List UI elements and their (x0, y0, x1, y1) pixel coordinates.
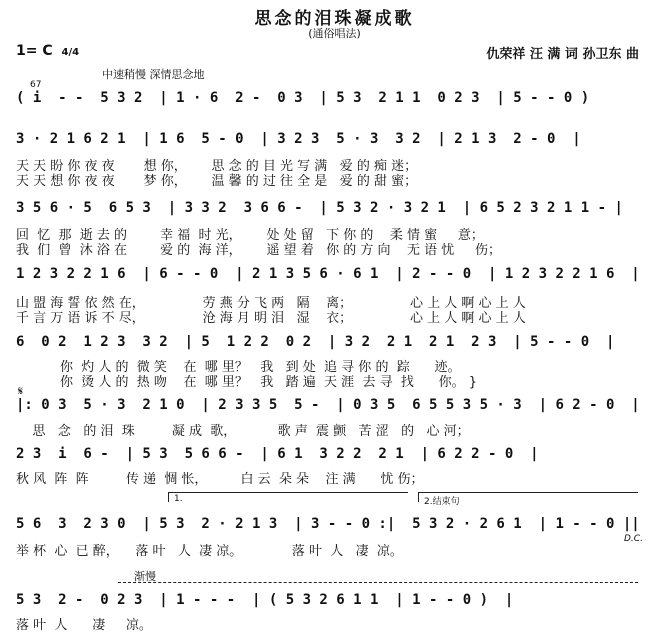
ritardando-marking: 渐慢 (134, 570, 156, 583)
subtitle: (通俗唱法) (308, 27, 361, 40)
score-line-5: 6 0 2 1 2 3 3 2 | 5 1 2 2 0 2 | 3 2 2 1 2 1 2 3 | 5 - - 0 | (16, 334, 615, 350)
grace-notes: 67 (30, 80, 42, 90)
lyric-line-8: 举 杯 心 已 醉， 落 叶 人 凄 凉。 落 叶 人 凄 凉。 (16, 544, 403, 559)
volta-2-label: 2.结束句 (424, 497, 460, 507)
tempo-marking: 中速稍慢 深情思念地 (102, 68, 205, 81)
volta-2-bracket (418, 492, 638, 493)
lyric-line-3b: 我 们 曾 沐 浴 在 爱 的 海 洋， 遥 望 着 你 的 方 向 无 语 忧 伤； (16, 243, 501, 258)
key-signature (16, 43, 79, 59)
page-title: 思念的泪珠凝成歌 (254, 9, 415, 29)
volta-1-edge (168, 492, 169, 502)
score-line-1: ( i - - 5 3 2 | 1 · 6 2 - 0 3 | 5 3 2 1 1 0 2 3 | 5 - - 0 ) (16, 90, 590, 106)
ritardando-line (118, 582, 638, 583)
lyric-line-5b: 你 烫 人 的 热 吻 在 哪 里？ 我 踏 遍 天 涯 去 寻 找 你。 } (60, 375, 478, 390)
score-line-2: 3 · 2 1 6 2 1 | 1 6 5 - 0 | 3 2 3 5 · 3 3 2 | 2 1 3 2 - 0 | (16, 131, 581, 147)
lyric-line-2b: 天 天 想 你 夜 夜 梦 你， 温 馨 的 过 往 全 是 爱 的 甜 蜜； (16, 174, 418, 189)
da-capo-marking: D.C. (624, 534, 643, 544)
time-signature: 4/4 (61, 47, 80, 58)
authors: 仇荣祥 汪 满 词 孙卫东 曲 (486, 47, 639, 62)
segno-icon: 𝄋 (18, 384, 24, 398)
score-line-4: 1 2 3 2 2 1 6 | 6 - - 0 | 2 1 3 5 6 · 6 1 | 2 - - 0 | 1 2 3 2 2 1 6 | (16, 266, 640, 282)
lyric-line-4b: 千 言 万 语 诉 不 尽， 沧 海 月 明 泪 湿 衣； 心 上 人 啊 心 上 人 (16, 311, 526, 326)
score-line-6: |: 0 3 5 · 3 2 1 0 | 2 3 3 5 5 - | 0 3 5 6 5 5 3 5 · 3 | 6 2 - 0 | (16, 397, 640, 413)
score-line-9: 5 3 2 - 0 2 3 | 1 - - - | ( 5 3 2 6 1 1 | 1 - - 0 ) | (16, 592, 514, 608)
score-line-3: 3 5 6 · 5 6 5 3 | 3 3 2 3 6 6 - | 5 3 2 · 3 2 1 | 6 5 2 3 2 1 1 - | (16, 200, 623, 216)
lyric-line-7: 秋 风 阵 阵 传 递 惆 怅， 白 云 朵 朵 注 满 忧 伤； (16, 472, 424, 487)
score-line-8: 5 6 3 2 3 0 | 5 3 2 · 2 1 3 | 3 - - 0 :| 5 3 2 · 2 6 1 | 1 - - 0 || (16, 516, 640, 532)
lyric-line-2a: 天 天 盼 你 夜 夜 想 你， 思 念 的 目 光 写 满 爱 的 痴 迷； (16, 159, 418, 174)
volta-1-label: 1. (174, 494, 183, 504)
lyric-line-4a: 山 盟 海 誓 依 然 在， 劳 燕 分 飞 两 隔 离； 心 上 人 啊 心 上 人 (16, 296, 526, 311)
lyric-line-5a: 你 灼 人 的 微 笑 在 哪 里？ 我 到 处 追 寻 你 的 踪 迹。 (60, 360, 461, 375)
key-label: 1= C (16, 43, 53, 59)
volta-2-edge (418, 492, 419, 502)
lyric-line-9: 落 叶 人 凄 凉。 (16, 618, 152, 633)
lyric-line-6: 思 念 的 泪 珠 凝 成 歌， 歌 声 震 颤 苦 涩 的 心 河； (16, 424, 470, 439)
lyric-line-3a: 回 忆 那 逝 去 的 幸 福 时 光， 处 处 留 下 你 的 柔 情 蜜 意； (16, 228, 484, 243)
volta-1-bracket (168, 492, 408, 493)
score-line-7: 2 3 i 6 - | 5 3 5 6 6 - | 6 1 3 2 2 2 1 | 6 2 2 - 0 | (16, 446, 539, 462)
